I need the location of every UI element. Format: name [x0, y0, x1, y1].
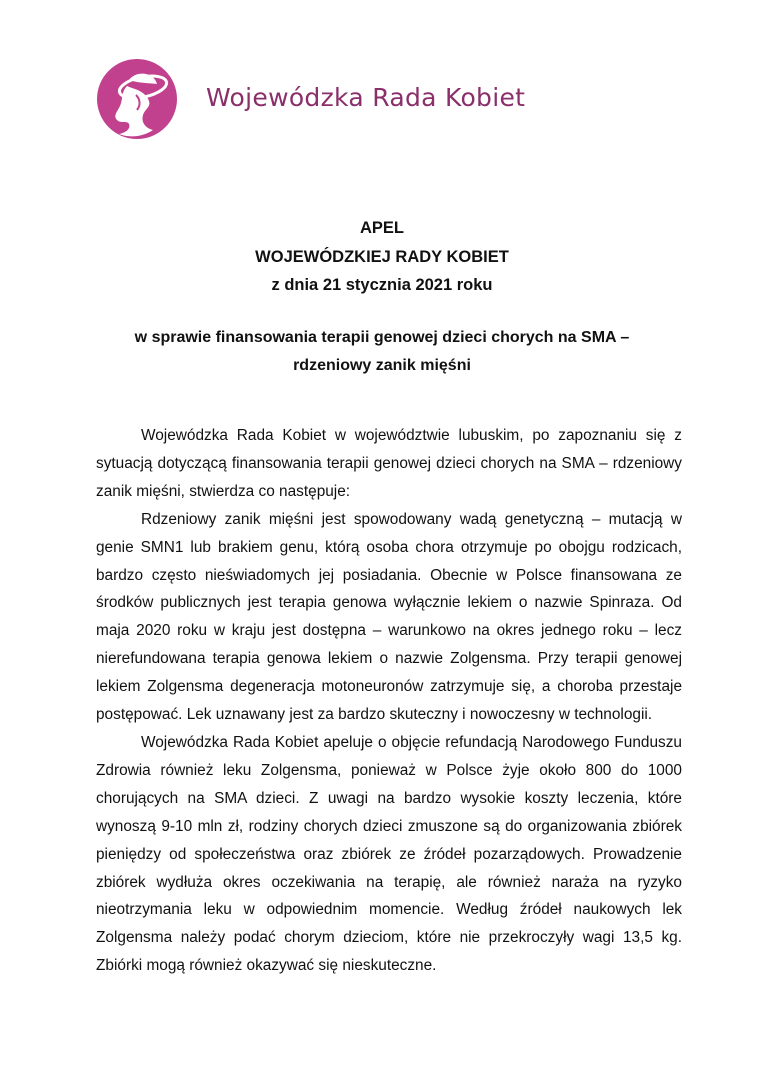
document-body — [96, 422, 682, 980]
paragraph: Wojewódzka Rada Kobiet w województwie lubuskim, po zapoznaniu się z sytuacją dotyczącą finansowania terapii genowej dzieci chorych na SMA – rdzeniowy zanik mięśni, stwierdza co następuje: — [96, 427, 682, 500]
woman-in-hat-icon — [96, 58, 178, 140]
paragraph: Rdzeniowy zanik mięśni jest spowodowany wadą genetyczną – mutacją w genie SMN1 lub brakiem genu, którą osoba chora otrzymuje po obojgu rodzicach, bardzo często nieświadomych jej posiadania. Obecnie w Polsce finansowana ze środków publicznych jest terapia genowa wyłącznie lekiem o nazwie Spinraza. Od maja 2020 roku w kraju jest dostępna – warunkowo na okres jednego roku – lecz nierefundowana terapia genowa lekiem o nazwie Zolgensma. Przy terapii genowej lekiem Zolgensma degeneracja motoneuronów zatrzymuje się, a choroba przestaje postępować. Lek uznawany jest za bardzo skuteczny i nowoczesny w technologii. — [96, 510, 682, 724]
document-subject: w sprawie finansowania terapii genowej dzieci chorych na SMA – rdzeniowy zanik mięśni — [134, 329, 630, 374]
document-title — [0, 214, 764, 300]
title-line-3: z dnia 21 stycznia 2021 roku — [271, 276, 493, 294]
organization-name: Wojewódzka Rada Kobiet — [206, 82, 526, 112]
letterhead — [96, 58, 525, 140]
title-line-1: APEL — [359, 219, 404, 237]
title-line-2: WOJEWÓDZKIEJ RADY KOBIET — [255, 247, 509, 266]
paragraph: Wojewódzka Rada Kobiet apeluje o objęcie refundacją Narodowego Funduszu Zdrowia również leku Zolgensma, ponieważ w Polsce żyje około 800 do 1000 chorujących na SMA dzieci. Z uwagi na bardzo wysokie koszty leczenia, które wynoszą 9-10 mln zł, rodziny chorych dzieci zmuszone są do organizowania zbiórek pieniędzy od społeczeństwa oraz zbiórek ze źródeł pozarządowych. Prowadzenie zbiórek wydłuża okres oczekiwania na terapię, ale również naraża na ryzyko nieotrzymania leku w odpowiednim momencie. Według źródeł naukowych lek Zolgensma należy podać chorym dzieciom, które nie przekroczyły wagi 13,5 kg. Zbiórki mogą również okazywać się nieskuteczne. — [96, 733, 682, 975]
